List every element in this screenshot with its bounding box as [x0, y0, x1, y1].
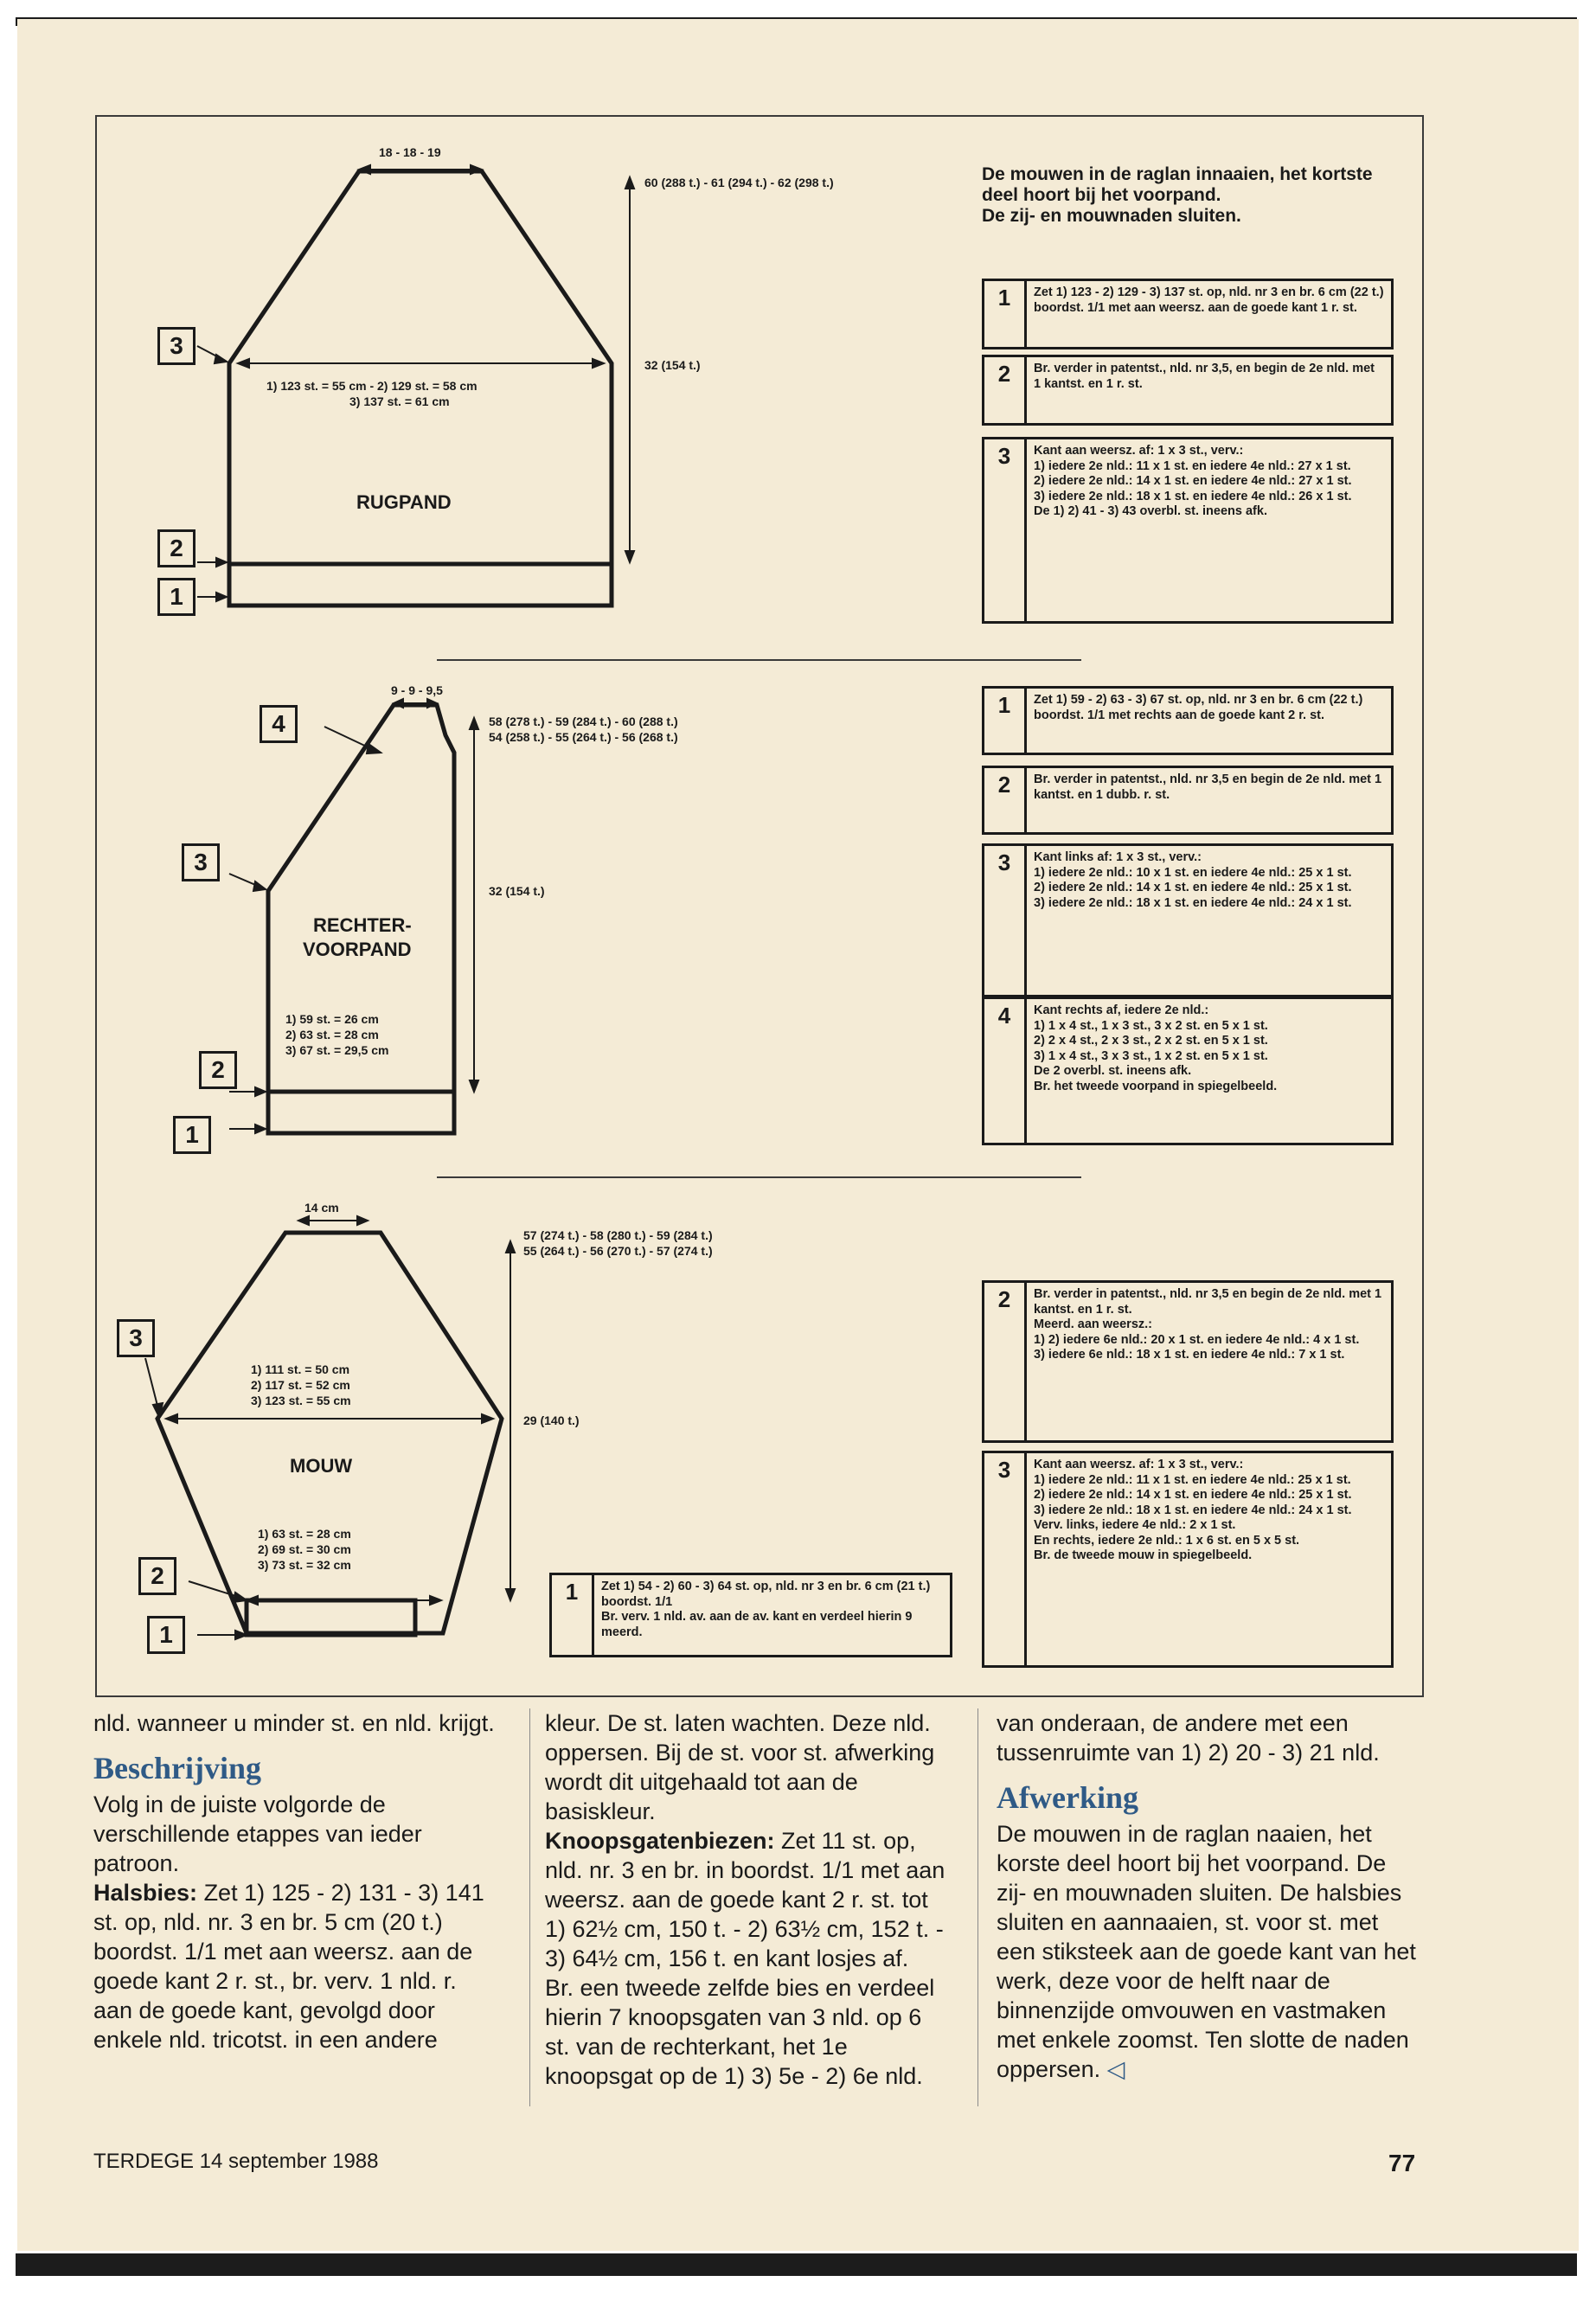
heading-beschrijving: Beschrijving: [93, 1751, 261, 1785]
sleeve-step-2: [982, 1280, 1394, 1443]
front-step-3: [982, 843, 1394, 997]
back-step-1: [982, 279, 1394, 349]
sleeve-height-line2: 55 (264 t.) - 56 (270 t.) - 57 (274 t.): [523, 1244, 713, 1258]
section-divider-2: [437, 1176, 1081, 1178]
step-number: 1: [984, 281, 1027, 347]
step-text: Zet 1) 123 - 2) 129 - 3) 137 st. op, nld. nr 3 en br. 6 cm (22 t.) boordst. 1/1 met aan weersz. aan de goede kant 1 r. st.: [1034, 285, 1384, 315]
section-divider-1: [437, 659, 1081, 661]
sleeve-lower-width-3: 3) 73 st. = 32 cm: [258, 1558, 351, 1572]
heading-afwerking: Afwerking: [997, 1780, 1138, 1815]
sleeve-upper-width-1: 1) 111 st. = 50 cm: [251, 1362, 350, 1376]
sleeve-marker-1: 1: [147, 1616, 185, 1654]
back-width-line2: 3) 137 st. = 61 cm: [349, 394, 450, 408]
col3-continuation: van onderaan, de andere met een tussenruimte van 1) 2) 20 - 3) 21 nld.: [997, 1710, 1380, 1766]
knoop-paragraph: [545, 1826, 952, 2091]
back-step-2: [982, 355, 1394, 426]
column-rule-1: [529, 1708, 530, 2106]
front-marker-4: 4: [260, 705, 298, 743]
step-number: 1: [552, 1575, 594, 1655]
back-marker-2: 2: [157, 529, 195, 567]
front-title-line2: VOORPAND: [303, 939, 412, 960]
back-marker-3: 3: [157, 327, 195, 365]
back-marker-1: 1: [157, 578, 195, 616]
step-number: 2: [984, 768, 1027, 832]
col3-body: [997, 1819, 1420, 2084]
front-marker-1: 1: [173, 1116, 211, 1154]
step-text: Br. verder in patentst., nld. nr 3,5, en begin de 2e nld. met 1 kantst. en 1 r. st.: [1034, 362, 1375, 391]
step-text: Zet 1) 54 - 2) 60 - 3) 64 st. op, nld. nr 3 en br. 6 cm (21 t.) boordst. 1/1 Br. verv. 1 nld. av. aan de av. kant en verdeel hierin 9 meerd.: [601, 1580, 931, 1639]
sleeve-top-width: 14 cm: [304, 1201, 339, 1215]
step-text: Br. verder in patentst., nld. nr 3,5 en begin de 2e nld. met 1 kantst. en 1 dubb. r. st.: [1034, 772, 1382, 802]
end-mark: ◁: [1106, 2056, 1125, 2082]
sleeve-upper-width-3: 3) 123 st. = 55 cm: [251, 1394, 351, 1407]
front-step-4: [982, 997, 1394, 1145]
front-step-1: [982, 686, 1394, 755]
step-number: 3: [984, 846, 1027, 995]
front-top-width: 9 - 9 - 9,5: [391, 683, 443, 697]
step-text: Kant links af: 1 x 3 st., verv.: 1) iedere 2e nld.: 10 x 1 st. en iedere 4e nld.: 25 x 1 st. 2) iedere 2e nld.: 14 x 1 st. en iedere 4e nld.: 25 x 1 st. 3) iedere 2e nld.: 18 x 1 st. en iedere 4e nld.: 24 x 1 st.: [1034, 850, 1352, 910]
page-number: 77: [1388, 2150, 1416, 2176]
sleeve-step-3: [982, 1451, 1394, 1668]
sleeve-step-1: [549, 1573, 952, 1657]
back-raglan-height: 32 (154 t.): [644, 358, 701, 372]
column-rule-2: [977, 1708, 978, 2106]
front-marker-3: 3: [182, 843, 220, 881]
step-text: Zet 1) 59 - 2) 63 - 3) 67 st. op, nld. nr 3 en br. 6 cm (22 t.) boordst. 1/1 met rechts aan de goede kant 2 r. st.: [1034, 693, 1363, 722]
halsbies-label: Halsbies:: [93, 1880, 198, 1906]
front-width-2: 2) 63 st. = 28 cm: [285, 1028, 379, 1042]
step-number: 1: [984, 689, 1027, 753]
halsbies-paragraph: [93, 1878, 500, 2054]
front-marker-2: 2: [199, 1051, 237, 1089]
front-step-2: [982, 766, 1394, 835]
back-width-line1: 1) 123 st. = 55 cm - 2) 129 st. = 58 cm: [266, 379, 478, 393]
col1-body: Volg in de juiste volgorde de verschillende etappes van ieder patroon.: [93, 1791, 422, 1876]
knoop-label: Knoopsgatenbiezen:: [545, 1828, 775, 1854]
step-number: 3: [984, 1453, 1027, 1665]
front-width-1: 1) 59 st. = 26 cm: [285, 1012, 379, 1026]
bottom-edge: [0, 2253, 1596, 2301]
back-step-3: [982, 437, 1394, 624]
back-top-width: 18 - 18 - 19: [379, 145, 441, 159]
halsbies-text: Zet 1) 125 - 2) 131 - 3) 141 st. op, nld. nr. 3 en br. 5 cm (20 t.) boordst. 1/1 met aan weersz. aan de goede kant 2 r. st., br. verv. 1 nld. r. aan de goede kant, gevolgd door enkele nld. tricotst. in een andere: [93, 1880, 484, 2053]
front-width-3: 3) 67 st. = 29,5 cm: [285, 1043, 389, 1057]
text-column-1: [93, 1708, 500, 2054]
front-raglan-height: 32 (154 t.): [489, 884, 545, 898]
footer-publication: TERDEGE 14 september 1988: [93, 2150, 379, 2173]
sleeve-lower-width-2: 2) 69 st. = 30 cm: [258, 1542, 351, 1556]
step-number: 2: [984, 1283, 1027, 1440]
knoop-text: Zet 11 st. op, nld. nr. 3 en br. in boordst. 1/1 met aan weersz. aan de goede kant 2 r. st. tot 1) 62½ cm, 150 t. - 2) 63½ cm, 152 t. - 3) 64½ cm, 156 t. en kant losjes af. Br. een tweede zelfde bies en verdeel hierin 7 knoopsgaten van 3 nld. op 6 st. van de rechterkant, het 1e knoopsgat op de 1) 3) 5e - 2) 6e nld.: [545, 1828, 945, 2089]
step-text: Kant aan weersz. af: 1 x 3 st., verv.: 1) iedere 2e nld.: 11 x 1 st. en iedere 4e nld.: 25 x 1 st. 2) iedere 2e nld.: 14 x 1 st. en iedere 4e nld.: 25 x 1 st. 3) iedere 2e nld.: 18 x 1 st. en iedere 4e nld.: 24 x 1 st. Verv. links, iedere 4e nld.: 2 x 1 st. En rechts, iedere 2e nld.: 1 x 6 st. en 5 x 5 st. Br. de tweede mouw in spiegelbeeld.: [1034, 1458, 1352, 1562]
back-total-height: 60 (288 t.) - 61 (294 t.) - 62 (298 t.): [644, 176, 834, 189]
front-height-line1: 58 (278 t.) - 59 (284 t.) - 60 (288 t.): [489, 715, 678, 728]
step-number: 2: [984, 357, 1027, 423]
step-number: 3: [984, 439, 1027, 621]
intro-text: De mouwen in de raglan innaaien, het kortste deel hoort bij het voorpand. De zij- en mouwnaden sluiten.: [982, 164, 1373, 226]
afwerking-text: De mouwen in de raglan naaien, het korste deel hoort bij het voorpand. De zij- en mouwnaden sluiten. De halsbies sluiten en aannaaien, st. voor st. met een stiksteek aan de goede kant van het werk, deze voor de helft naar de binnenzijde omvouwen en vastmaken met enkele zoomst. Ten slotte de naden oppersen.: [997, 1821, 1416, 2082]
back-title: RUGPAND: [356, 491, 452, 513]
sleeve-upper-width-2: 2) 117 st. = 52 cm: [251, 1378, 350, 1392]
front-title-line1: RECHTER-: [313, 914, 412, 936]
col2-continuation: kleur. De st. laten wachten. Deze nld. oppersen. Bij de st. voor st. afwerking wordt dit uitgehaald tot aan de basiskleur.: [545, 1710, 935, 1824]
text-column-2: [545, 1708, 952, 2091]
step-number: 4: [984, 999, 1027, 1143]
col1-continuation: nld. wanneer u minder st. en nld. krijgt.: [93, 1710, 495, 1736]
front-height-line2: 54 (258 t.) - 55 (264 t.) - 56 (268 t.): [489, 730, 678, 744]
sleeve-height-line1: 57 (274 t.) - 58 (280 t.) - 59 (284 t.): [523, 1228, 713, 1242]
sleeve-lower-width-1: 1) 63 st. = 28 cm: [258, 1527, 351, 1541]
step-text: Kant aan weersz. af: 1 x 3 st., verv.: 1) iedere 2e nld.: 11 x 1 st. en iedere 4e nld.: 27 x 1 st. 2) iedere 2e nld.: 14 x 1 st. en iedere 4e nld.: 27 x 1 st. 3) iedere 2e nld.: 18 x 1 st. en iedere 4e nld.: 26 x 1 st. De 1) 2) 41 - 3) 43 overbl. st. ineens afk.: [1034, 444, 1352, 518]
text-column-3: [997, 1708, 1420, 2084]
sleeve-marker-3: 3: [117, 1319, 155, 1357]
sleeve-title: MOUW: [290, 1455, 353, 1477]
sleeve-marker-2: 2: [138, 1557, 176, 1595]
step-text: Br. verder in patentst., nld. nr 3,5 en begin de 2e nld. met 1 kantst. en 1 r. st. Meerd. aan weersz.: 1) 2) iedere 6e nld.: 20 x 1 st. en iedere 4e nld.: 4 x 1 st. 3) iedere 6e nld.: 18 x 1 st. en iedere 4e nld.: 7 x 1 st.: [1034, 1287, 1382, 1362]
step-text: Kant rechts af, iedere 2e nld.: 1) 1 x 4 st., 1 x 3 st., 3 x 2 st. en 5 x 1 st. 2) 2 x 4 st., 2 x 3 st., 2 x 2 st. en 5 x 1 st. 3) 1 x 4 st., 3 x 3 st., 1 x 2 st. en 5 x 1 st. De 2 overbl. st. ineens afk. Br. het tweede voorpand in spiegelbeeld.: [1034, 1003, 1278, 1093]
sleeve-side-height: 29 (140 t.): [523, 1413, 580, 1427]
